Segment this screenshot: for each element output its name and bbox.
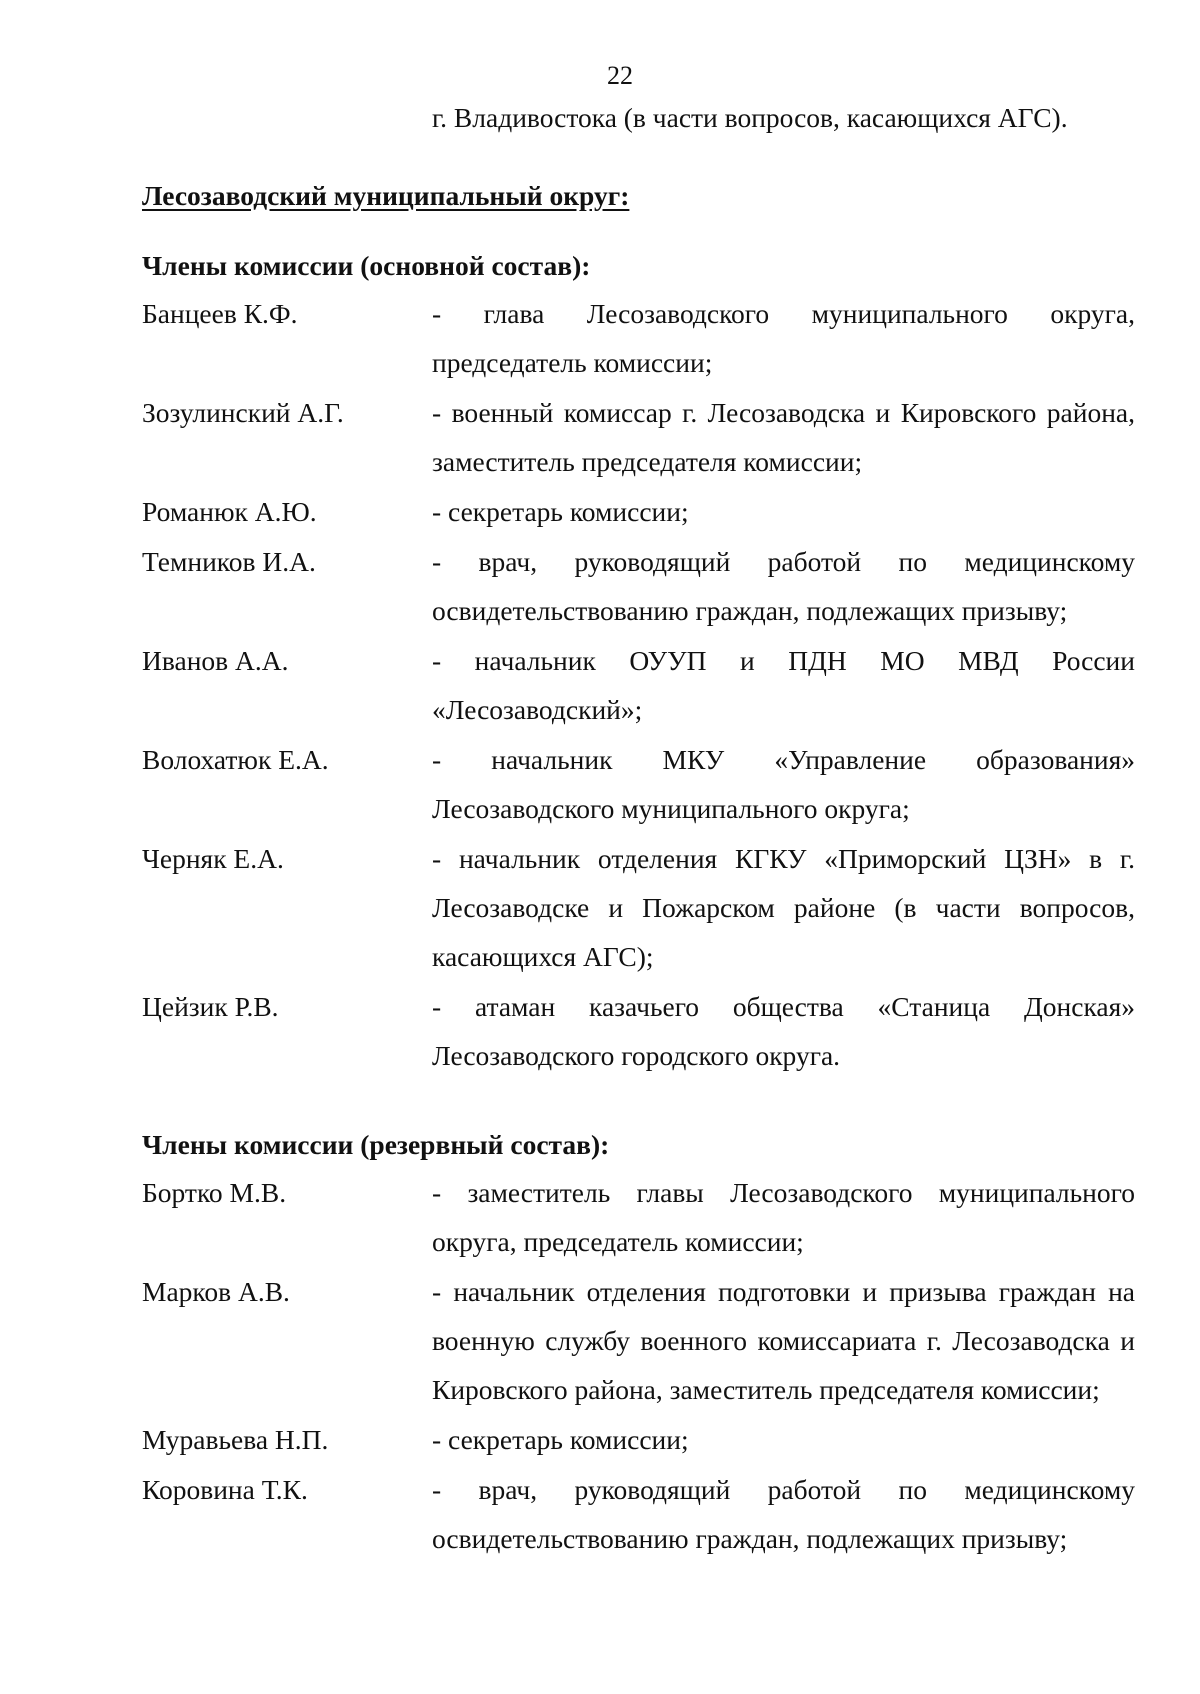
member-entry bbox=[142, 834, 1135, 981]
member-name: Коровина Т.К. bbox=[142, 1474, 308, 1505]
members-group-reserve bbox=[142, 1122, 1135, 1563]
member-name: Черняк Е.А. bbox=[142, 843, 284, 874]
member-entry bbox=[142, 388, 1135, 486]
member-name: Романюк А.Ю. bbox=[142, 496, 317, 527]
member-role: - глава Лесозаводского муниципального округа, председатель комиссии; bbox=[432, 298, 1135, 378]
member-role: - военный комиссар г. Лесозаводска и Кировского района, заместитель председателя комиссии; bbox=[432, 397, 1135, 477]
member-role: - секретарь комиссии; bbox=[432, 1424, 689, 1455]
section-title: Лесозаводский муниципальный округ: bbox=[142, 180, 630, 211]
member-entry bbox=[142, 1465, 1135, 1563]
members-group-main bbox=[142, 243, 1135, 1080]
member-role: - атаман казачьего общества «Станица Донская» Лесозаводского городского округа. bbox=[432, 991, 1135, 1071]
continuation-text: г. Владивостока (в части вопросов, касающихся АГС). bbox=[432, 102, 1068, 133]
member-name: Банцеев К.Ф. bbox=[142, 298, 298, 329]
member-entry bbox=[142, 636, 1135, 734]
member-entry bbox=[142, 735, 1135, 833]
group-heading: Члены комиссии (основной состав): bbox=[142, 250, 591, 281]
member-entry bbox=[142, 982, 1135, 1080]
member-name: Зозулинский А.Г. bbox=[142, 397, 344, 428]
member-name: Муравьева Н.П. bbox=[142, 1424, 329, 1455]
member-entry bbox=[142, 1415, 1135, 1464]
member-name: Бортко М.В. bbox=[142, 1177, 287, 1208]
member-role: - начальник ОУУП и ПДН МО МВД России «Лесозаводский»; bbox=[432, 645, 1135, 725]
member-role: - начальник отделения КГКУ «Приморский ЦЗН» в г. Лесозаводске и Пожарском районе (в части вопросов, касающихся АГС); bbox=[432, 843, 1135, 972]
member-role: - секретарь комиссии; bbox=[432, 496, 689, 527]
member-role: - начальник МКУ «Управление образования» Лесозаводского муниципального округа; bbox=[432, 744, 1135, 824]
member-role: - начальник отделения подготовки и призыва граждан на военную службу военного комиссариата г. Лесозаводска и Кировского района, заместитель председателя комиссии; bbox=[432, 1276, 1135, 1405]
member-name: Волохатюк Е.А. bbox=[142, 744, 329, 775]
page-number: 22 bbox=[607, 61, 633, 90]
member-role: - заместитель главы Лесозаводского муниципального округа, председатель комиссии; bbox=[432, 1177, 1135, 1257]
member-entry bbox=[142, 537, 1135, 635]
member-role: - врач, руководящий работой по медицинскому освидетельствованию граждан, подлежащих призыву; bbox=[432, 546, 1135, 626]
member-entry bbox=[142, 289, 1135, 387]
group-heading: Члены комиссии (резервный состав): bbox=[142, 1129, 610, 1160]
document-body bbox=[142, 93, 1135, 1563]
member-name: Цейзик Р.В. bbox=[142, 991, 279, 1022]
member-entry bbox=[142, 1168, 1135, 1266]
member-entry bbox=[142, 1267, 1135, 1414]
member-entry bbox=[142, 487, 1135, 536]
member-role: - врач, руководящий работой по медицинскому освидетельствованию граждан, подлежащих призыву; bbox=[432, 1474, 1135, 1554]
member-name: Марков А.В. bbox=[142, 1276, 290, 1307]
member-name: Темников И.А. bbox=[142, 546, 316, 577]
member-name: Иванов А.А. bbox=[142, 645, 289, 676]
